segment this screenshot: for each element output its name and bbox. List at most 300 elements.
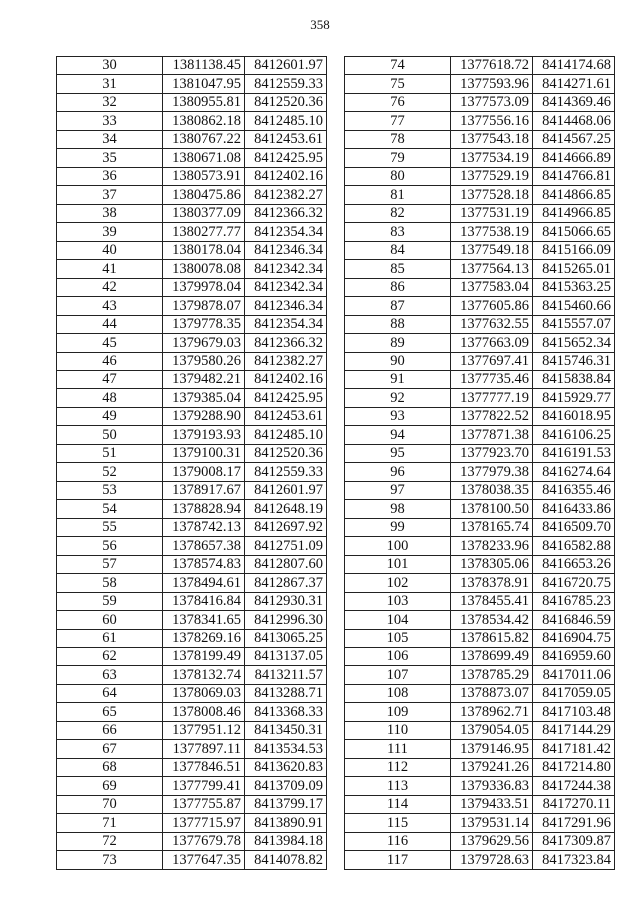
point-number-cell: 50 <box>57 426 163 444</box>
y-coordinate-cell: 8417103.48 <box>533 703 615 721</box>
x-coordinate-cell: 1379193.93 <box>163 426 245 444</box>
point-number-cell: 37 <box>57 186 163 204</box>
table-row <box>345 814 615 832</box>
y-coordinate-cell: 8416846.59 <box>533 611 615 629</box>
x-coordinate-cell: 1380178.04 <box>163 241 245 259</box>
point-number-cell: 82 <box>345 204 451 222</box>
point-number-cell: 96 <box>345 463 451 481</box>
x-coordinate-cell: 1377618.72 <box>451 57 533 75</box>
point-number-cell: 51 <box>57 444 163 462</box>
y-coordinate-cell: 8413211.57 <box>245 666 327 684</box>
table-row <box>345 186 615 204</box>
y-coordinate-cell: 8416191.53 <box>533 444 615 462</box>
y-coordinate-cell: 8417270.11 <box>533 795 615 813</box>
y-coordinate-cell: 8415166.09 <box>533 241 615 259</box>
x-coordinate-cell: 1379054.05 <box>451 721 533 739</box>
x-coordinate-cell: 1377777.19 <box>451 389 533 407</box>
y-coordinate-cell: 8417291.96 <box>533 814 615 832</box>
y-coordinate-cell: 8416959.60 <box>533 648 615 666</box>
table-row <box>345 241 615 259</box>
point-number-cell: 83 <box>345 223 451 241</box>
x-coordinate-cell: 1377605.86 <box>451 297 533 315</box>
point-number-cell: 97 <box>345 481 451 499</box>
x-coordinate-cell: 1377647.35 <box>163 851 245 869</box>
y-coordinate-cell: 8416018.95 <box>533 407 615 425</box>
y-coordinate-cell: 8412453.61 <box>245 130 327 148</box>
y-coordinate-cell: 8413450.31 <box>245 721 327 739</box>
y-coordinate-cell: 8412485.10 <box>245 112 327 130</box>
point-number-cell: 85 <box>345 260 451 278</box>
x-coordinate-cell: 1381138.45 <box>163 57 245 75</box>
table-row <box>57 611 327 629</box>
x-coordinate-cell: 1377534.19 <box>451 149 533 167</box>
x-coordinate-cell: 1379008.17 <box>163 463 245 481</box>
table-row <box>345 370 615 388</box>
x-coordinate-cell: 1378305.06 <box>451 555 533 573</box>
x-coordinate-cell: 1378494.61 <box>163 574 245 592</box>
y-coordinate-cell: 8415746.31 <box>533 352 615 370</box>
x-coordinate-cell: 1380277.77 <box>163 223 245 241</box>
y-coordinate-cell: 8417309.87 <box>533 832 615 850</box>
x-coordinate-cell: 1377543.18 <box>451 130 533 148</box>
x-coordinate-cell: 1377979.38 <box>451 463 533 481</box>
x-coordinate-cell: 1378873.07 <box>451 684 533 702</box>
x-coordinate-cell: 1380078.08 <box>163 260 245 278</box>
point-number-cell: 32 <box>57 93 163 111</box>
table-row <box>345 629 615 647</box>
table-row <box>345 851 615 869</box>
table-row <box>57 518 327 536</box>
y-coordinate-cell: 8412453.61 <box>245 407 327 425</box>
y-coordinate-cell: 8414966.85 <box>533 204 615 222</box>
point-number-cell: 102 <box>345 574 451 592</box>
x-coordinate-cell: 1377951.12 <box>163 721 245 739</box>
point-number-cell: 106 <box>345 648 451 666</box>
table-row <box>57 555 327 573</box>
table-row <box>57 334 327 352</box>
table-row <box>345 223 615 241</box>
y-coordinate-cell: 8413620.83 <box>245 758 327 776</box>
point-number-cell: 116 <box>345 832 451 850</box>
y-coordinate-cell: 8415460.66 <box>533 297 615 315</box>
point-number-cell: 109 <box>345 703 451 721</box>
y-coordinate-cell: 8412382.27 <box>245 186 327 204</box>
point-number-cell: 39 <box>57 223 163 241</box>
table-row <box>345 574 615 592</box>
point-number-cell: 40 <box>57 241 163 259</box>
table-row <box>57 777 327 795</box>
y-coordinate-cell: 8415929.77 <box>533 389 615 407</box>
point-number-cell: 90 <box>345 352 451 370</box>
table-row <box>57 758 327 776</box>
table-row <box>345 75 615 93</box>
y-coordinate-cell: 8412807.60 <box>245 555 327 573</box>
y-coordinate-cell: 8416720.75 <box>533 574 615 592</box>
x-coordinate-cell: 1378008.46 <box>163 703 245 721</box>
y-coordinate-cell: 8413709.09 <box>245 777 327 795</box>
x-coordinate-cell: 1378699.49 <box>451 648 533 666</box>
table-row <box>345 648 615 666</box>
table-row <box>345 149 615 167</box>
table-row <box>345 666 615 684</box>
y-coordinate-cell: 8417323.84 <box>533 851 615 869</box>
x-coordinate-cell: 1377663.09 <box>451 334 533 352</box>
x-coordinate-cell: 1377593.96 <box>451 75 533 93</box>
y-coordinate-cell: 8412930.31 <box>245 592 327 610</box>
table-row <box>345 500 615 518</box>
point-number-cell: 42 <box>57 278 163 296</box>
y-coordinate-cell: 8412346.34 <box>245 241 327 259</box>
point-number-cell: 58 <box>57 574 163 592</box>
point-number-cell: 38 <box>57 204 163 222</box>
y-coordinate-cell: 8414078.82 <box>245 851 327 869</box>
table-row <box>345 758 615 776</box>
table-row <box>345 463 615 481</box>
x-coordinate-cell: 1378199.49 <box>163 648 245 666</box>
y-coordinate-cell: 8417214.80 <box>533 758 615 776</box>
table-row <box>345 297 615 315</box>
x-coordinate-cell: 1378534.42 <box>451 611 533 629</box>
y-coordinate-cell: 8414766.81 <box>533 167 615 185</box>
table-row <box>345 167 615 185</box>
x-coordinate-cell: 1378785.29 <box>451 666 533 684</box>
table-row <box>57 537 327 555</box>
table-row <box>57 426 327 444</box>
point-number-cell: 35 <box>57 149 163 167</box>
point-number-cell: 67 <box>57 740 163 758</box>
x-coordinate-cell: 1379241.26 <box>451 758 533 776</box>
y-coordinate-cell: 8413288.71 <box>245 684 327 702</box>
y-coordinate-cell: 8417181.42 <box>533 740 615 758</box>
y-coordinate-cell: 8415066.65 <box>533 223 615 241</box>
table-row <box>57 481 327 499</box>
table-row <box>345 260 615 278</box>
y-coordinate-cell: 8412751.09 <box>245 537 327 555</box>
point-number-cell: 77 <box>345 112 451 130</box>
y-coordinate-cell: 8413890.91 <box>245 814 327 832</box>
table-row <box>57 463 327 481</box>
x-coordinate-cell: 1381047.95 <box>163 75 245 93</box>
y-coordinate-cell: 8413984.18 <box>245 832 327 850</box>
x-coordinate-cell: 1379146.95 <box>451 740 533 758</box>
table-row <box>345 334 615 352</box>
point-number-cell: 55 <box>57 518 163 536</box>
x-coordinate-cell: 1377846.51 <box>163 758 245 776</box>
table-row <box>345 740 615 758</box>
table-row <box>345 518 615 536</box>
y-coordinate-cell: 8416106.25 <box>533 426 615 444</box>
table-row <box>57 444 327 462</box>
x-coordinate-cell: 1379778.35 <box>163 315 245 333</box>
table-row <box>57 260 327 278</box>
table-row <box>345 352 615 370</box>
point-number-cell: 44 <box>57 315 163 333</box>
y-coordinate-cell: 8415652.34 <box>533 334 615 352</box>
y-coordinate-cell: 8415838.84 <box>533 370 615 388</box>
x-coordinate-cell: 1378378.91 <box>451 574 533 592</box>
table-row <box>345 777 615 795</box>
table-row <box>345 481 615 499</box>
x-coordinate-cell: 1378165.74 <box>451 518 533 536</box>
point-number-cell: 70 <box>57 795 163 813</box>
table-row <box>57 666 327 684</box>
x-coordinate-cell: 1377679.78 <box>163 832 245 850</box>
y-coordinate-cell: 8412354.34 <box>245 223 327 241</box>
x-coordinate-cell: 1377529.19 <box>451 167 533 185</box>
point-number-cell: 76 <box>345 93 451 111</box>
coordinates-table-left <box>56 56 327 870</box>
table-row <box>345 592 615 610</box>
table-row <box>57 629 327 647</box>
x-coordinate-cell: 1378100.50 <box>451 500 533 518</box>
y-coordinate-cell: 8412342.34 <box>245 278 327 296</box>
point-number-cell: 112 <box>345 758 451 776</box>
y-coordinate-cell: 8417059.05 <box>533 684 615 702</box>
x-coordinate-cell: 1380955.81 <box>163 93 245 111</box>
table-row <box>57 278 327 296</box>
x-coordinate-cell: 1377583.04 <box>451 278 533 296</box>
y-coordinate-cell: 8412402.16 <box>245 370 327 388</box>
x-coordinate-cell: 1377923.70 <box>451 444 533 462</box>
point-number-cell: 100 <box>345 537 451 555</box>
point-number-cell: 73 <box>57 851 163 869</box>
y-coordinate-cell: 8412346.34 <box>245 297 327 315</box>
table-row <box>57 93 327 111</box>
point-number-cell: 48 <box>57 389 163 407</box>
point-number-cell: 115 <box>345 814 451 832</box>
point-number-cell: 49 <box>57 407 163 425</box>
x-coordinate-cell: 1380671.08 <box>163 149 245 167</box>
x-coordinate-cell: 1377528.18 <box>451 186 533 204</box>
y-coordinate-cell: 8416433.86 <box>533 500 615 518</box>
point-number-cell: 66 <box>57 721 163 739</box>
table-row <box>345 315 615 333</box>
point-number-cell: 71 <box>57 814 163 832</box>
table-row <box>57 186 327 204</box>
x-coordinate-cell: 1378742.13 <box>163 518 245 536</box>
table-row <box>57 315 327 333</box>
point-number-cell: 80 <box>345 167 451 185</box>
point-number-cell: 53 <box>57 481 163 499</box>
y-coordinate-cell: 8414866.85 <box>533 186 615 204</box>
table-row <box>57 684 327 702</box>
y-coordinate-cell: 8415557.07 <box>533 315 615 333</box>
x-coordinate-cell: 1377538.19 <box>451 223 533 241</box>
point-number-cell: 81 <box>345 186 451 204</box>
point-number-cell: 91 <box>345 370 451 388</box>
y-coordinate-cell: 8416355.46 <box>533 481 615 499</box>
table-row <box>57 75 327 93</box>
table-row <box>345 832 615 850</box>
x-coordinate-cell: 1380767.22 <box>163 130 245 148</box>
point-number-cell: 30 <box>57 57 163 75</box>
table-row <box>57 57 327 75</box>
page-number: 358 <box>310 17 330 32</box>
x-coordinate-cell: 1379629.56 <box>451 832 533 850</box>
x-coordinate-cell: 1378269.16 <box>163 629 245 647</box>
table-row <box>345 93 615 111</box>
x-coordinate-cell: 1378069.03 <box>163 684 245 702</box>
point-number-cell: 104 <box>345 611 451 629</box>
point-number-cell: 114 <box>345 795 451 813</box>
y-coordinate-cell: 8413137.05 <box>245 648 327 666</box>
y-coordinate-cell: 8412402.16 <box>245 167 327 185</box>
point-number-cell: 89 <box>345 334 451 352</box>
table-row <box>57 721 327 739</box>
table-row <box>57 832 327 850</box>
y-coordinate-cell: 8412601.97 <box>245 57 327 75</box>
x-coordinate-cell: 1379336.83 <box>451 777 533 795</box>
x-coordinate-cell: 1378917.67 <box>163 481 245 499</box>
y-coordinate-cell: 8416509.70 <box>533 518 615 536</box>
y-coordinate-cell: 8412601.97 <box>245 481 327 499</box>
point-number-cell: 78 <box>345 130 451 148</box>
x-coordinate-cell: 1380862.18 <box>163 112 245 130</box>
point-number-cell: 69 <box>57 777 163 795</box>
point-number-cell: 31 <box>57 75 163 93</box>
x-coordinate-cell: 1379288.90 <box>163 407 245 425</box>
y-coordinate-cell: 8412648.19 <box>245 500 327 518</box>
x-coordinate-cell: 1377897.11 <box>163 740 245 758</box>
coordinates-table-right <box>344 56 615 870</box>
table-row <box>345 795 615 813</box>
y-coordinate-cell: 8413534.53 <box>245 740 327 758</box>
point-number-cell: 43 <box>57 297 163 315</box>
point-number-cell: 101 <box>345 555 451 573</box>
point-number-cell: 84 <box>345 241 451 259</box>
y-coordinate-cell: 8417011.06 <box>533 666 615 684</box>
y-coordinate-cell: 8414567.25 <box>533 130 615 148</box>
point-number-cell: 64 <box>57 684 163 702</box>
y-coordinate-cell: 8417244.38 <box>533 777 615 795</box>
y-coordinate-cell: 8414369.46 <box>533 93 615 111</box>
point-number-cell: 107 <box>345 666 451 684</box>
table-row <box>345 703 615 721</box>
table-row <box>345 721 615 739</box>
x-coordinate-cell: 1379878.07 <box>163 297 245 315</box>
table-row <box>345 389 615 407</box>
point-number-cell: 72 <box>57 832 163 850</box>
y-coordinate-cell: 8412559.33 <box>245 463 327 481</box>
x-coordinate-cell: 1378341.65 <box>163 611 245 629</box>
x-coordinate-cell: 1380475.86 <box>163 186 245 204</box>
x-coordinate-cell: 1377531.19 <box>451 204 533 222</box>
x-coordinate-cell: 1378962.71 <box>451 703 533 721</box>
x-coordinate-cell: 1379433.51 <box>451 795 533 813</box>
y-coordinate-cell: 8412354.34 <box>245 315 327 333</box>
table-row <box>57 352 327 370</box>
y-coordinate-cell: 8412697.92 <box>245 518 327 536</box>
table-row <box>345 555 615 573</box>
y-coordinate-cell: 8412342.34 <box>245 260 327 278</box>
x-coordinate-cell: 1377564.13 <box>451 260 533 278</box>
x-coordinate-cell: 1379100.31 <box>163 444 245 462</box>
table-row <box>345 112 615 130</box>
point-number-cell: 36 <box>57 167 163 185</box>
y-coordinate-cell: 8414468.06 <box>533 112 615 130</box>
x-coordinate-cell: 1377822.52 <box>451 407 533 425</box>
x-coordinate-cell: 1377755.87 <box>163 795 245 813</box>
y-coordinate-cell: 8412366.32 <box>245 334 327 352</box>
y-coordinate-cell: 8416904.75 <box>533 629 615 647</box>
point-number-cell: 52 <box>57 463 163 481</box>
table-row <box>345 426 615 444</box>
table-row <box>57 795 327 813</box>
point-number-cell: 65 <box>57 703 163 721</box>
point-number-cell: 60 <box>57 611 163 629</box>
point-number-cell: 117 <box>345 851 451 869</box>
table-row <box>57 740 327 758</box>
table-row <box>57 130 327 148</box>
point-number-cell: 34 <box>57 130 163 148</box>
y-coordinate-cell: 8416582.88 <box>533 537 615 555</box>
y-coordinate-cell: 8412382.27 <box>245 352 327 370</box>
point-number-cell: 45 <box>57 334 163 352</box>
table-row <box>57 574 327 592</box>
table-row <box>57 241 327 259</box>
point-number-cell: 105 <box>345 629 451 647</box>
point-number-cell: 98 <box>345 500 451 518</box>
y-coordinate-cell: 8414666.89 <box>533 149 615 167</box>
table-row <box>57 851 327 869</box>
x-coordinate-cell: 1378615.82 <box>451 629 533 647</box>
point-number-cell: 110 <box>345 721 451 739</box>
x-coordinate-cell: 1377556.16 <box>451 112 533 130</box>
x-coordinate-cell: 1379385.04 <box>163 389 245 407</box>
x-coordinate-cell: 1377549.18 <box>451 241 533 259</box>
point-number-cell: 92 <box>345 389 451 407</box>
y-coordinate-cell: 8412485.10 <box>245 426 327 444</box>
table-row <box>57 223 327 241</box>
x-coordinate-cell: 1378828.94 <box>163 500 245 518</box>
point-number-cell: 79 <box>345 149 451 167</box>
table-row <box>57 370 327 388</box>
table-row <box>57 149 327 167</box>
y-coordinate-cell: 8414174.68 <box>533 57 615 75</box>
x-coordinate-cell: 1377632.55 <box>451 315 533 333</box>
x-coordinate-cell: 1379728.63 <box>451 851 533 869</box>
point-number-cell: 47 <box>57 370 163 388</box>
y-coordinate-cell: 8417144.29 <box>533 721 615 739</box>
table-row <box>57 703 327 721</box>
y-coordinate-cell: 8412425.95 <box>245 149 327 167</box>
x-coordinate-cell: 1377697.41 <box>451 352 533 370</box>
x-coordinate-cell: 1380377.09 <box>163 204 245 222</box>
y-coordinate-cell: 8412996.30 <box>245 611 327 629</box>
y-coordinate-cell: 8415265.01 <box>533 260 615 278</box>
table-row <box>57 814 327 832</box>
table-row <box>57 167 327 185</box>
x-coordinate-cell: 1378233.96 <box>451 537 533 555</box>
x-coordinate-cell: 1379531.14 <box>451 814 533 832</box>
table-row <box>57 297 327 315</box>
table-row <box>345 537 615 555</box>
y-coordinate-cell: 8412425.95 <box>245 389 327 407</box>
y-coordinate-cell: 8412520.36 <box>245 93 327 111</box>
table-row <box>345 611 615 629</box>
y-coordinate-cell: 8413065.25 <box>245 629 327 647</box>
point-number-cell: 87 <box>345 297 451 315</box>
x-coordinate-cell: 1379580.26 <box>163 352 245 370</box>
point-number-cell: 99 <box>345 518 451 536</box>
y-coordinate-cell: 8416653.26 <box>533 555 615 573</box>
point-number-cell: 63 <box>57 666 163 684</box>
point-number-cell: 108 <box>345 684 451 702</box>
table-row <box>345 57 615 75</box>
y-coordinate-cell: 8413799.17 <box>245 795 327 813</box>
table-row <box>345 278 615 296</box>
y-coordinate-cell: 8415363.25 <box>533 278 615 296</box>
